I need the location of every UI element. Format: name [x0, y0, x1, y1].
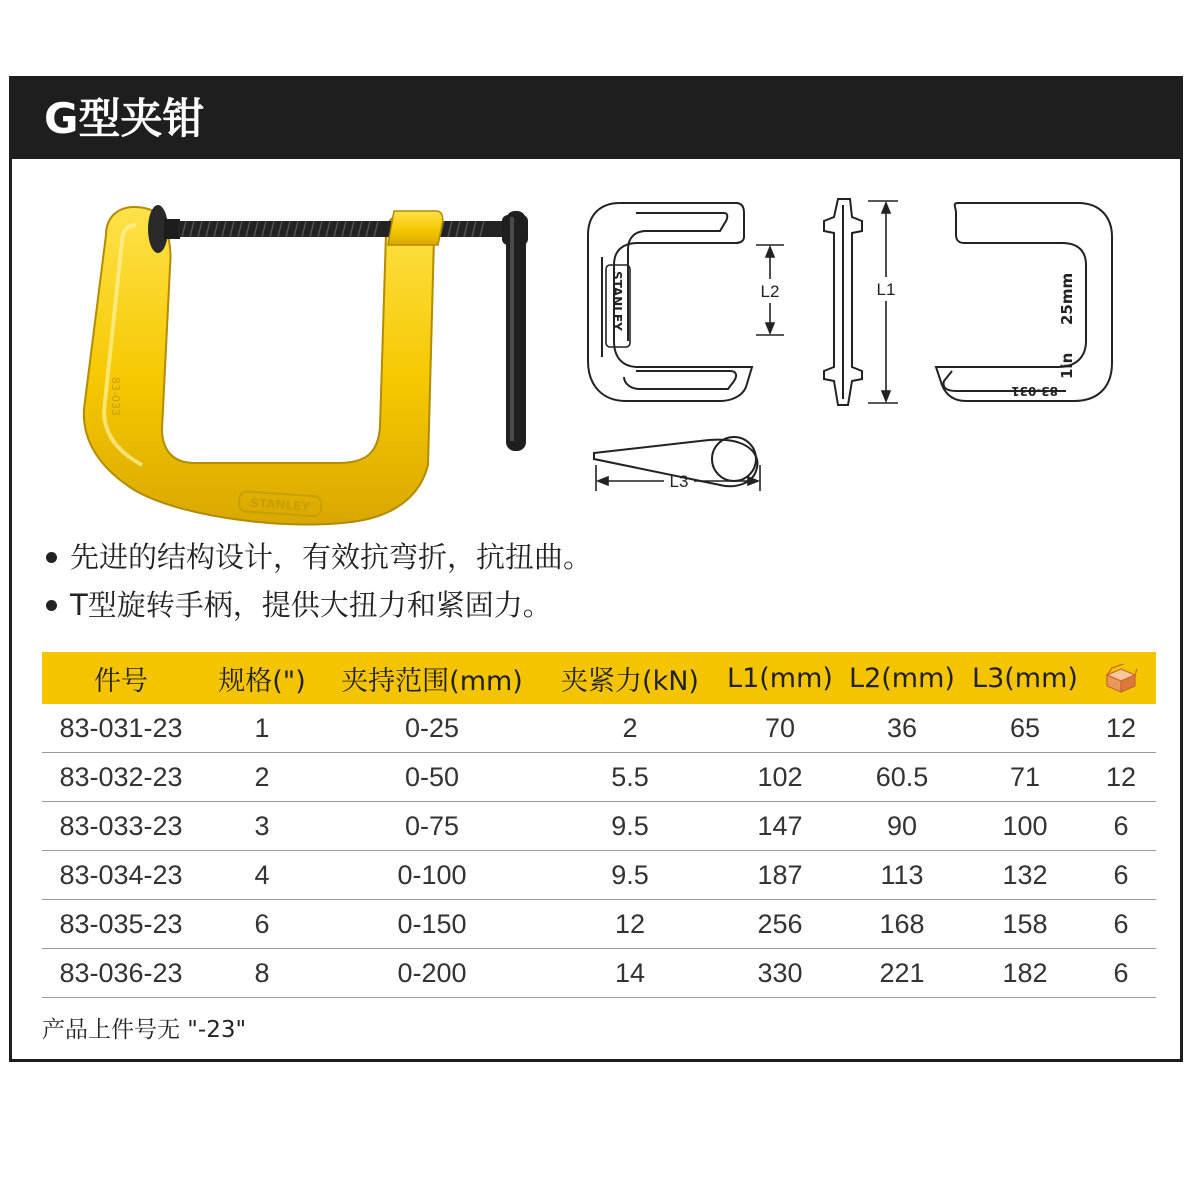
- table-row: [42, 704, 1156, 753]
- bullet-icon: [46, 552, 57, 563]
- header-l1: L1(mm): [720, 652, 840, 704]
- header-pack-qty: [1086, 652, 1156, 704]
- dimension-label-l3: L3: [669, 472, 689, 491]
- table-row: [42, 802, 1156, 851]
- bullet-icon: [46, 600, 57, 611]
- cell-pack-qty: 6: [1086, 802, 1156, 851]
- cell-l3: 132: [964, 851, 1086, 900]
- photo-size-mark: 83-033: [109, 377, 122, 416]
- cell-l2: 168: [840, 900, 964, 949]
- feature-list: [40, 533, 592, 629]
- cell-clamp-range: 0-50: [324, 753, 540, 802]
- drawing-brand-mark: STANLEY: [610, 271, 624, 331]
- carton-box-icon: [1104, 664, 1138, 694]
- cell-part-no: 83-034-23: [42, 851, 200, 900]
- header-size: 规格("): [200, 652, 324, 704]
- cell-l1: 256: [720, 900, 840, 949]
- product-card: [9, 76, 1183, 1062]
- cell-clamp-range: 0-150: [324, 900, 540, 949]
- cell-l1: 330: [720, 949, 840, 998]
- cell-l3: 65: [964, 704, 1086, 753]
- cell-size: 8: [200, 949, 324, 998]
- feature-text: 先进的结构设计，有效抗弯折，抗扭曲。: [70, 540, 593, 574]
- feature-item: [40, 581, 592, 629]
- cell-clamp-force: 2: [540, 704, 720, 753]
- header-clamp-range: 夹持范围(mm): [324, 652, 540, 704]
- feature-text: T型旋转手柄，提供大扭力和紧固力。: [70, 588, 552, 622]
- cell-part-no: 83-035-23: [42, 900, 200, 949]
- cell-l2: 60.5: [840, 753, 964, 802]
- cell-part-no: 83-033-23: [42, 802, 200, 851]
- dimension-label-l2: L2: [760, 282, 780, 301]
- cell-l1: 187: [720, 851, 840, 900]
- cell-clamp-force: 9.5: [540, 802, 720, 851]
- cell-clamp-range: 0-200: [324, 949, 540, 998]
- dimension-drawings: [580, 191, 1120, 519]
- cell-size: 1: [200, 704, 324, 753]
- header-clamp-force: 夹紧力(kN): [540, 652, 720, 704]
- header-l3: L3(mm): [964, 652, 1086, 704]
- cell-clamp-force: 14: [540, 949, 720, 998]
- cell-pack-qty: 6: [1086, 851, 1156, 900]
- page-title: G型夹钳: [44, 94, 205, 143]
- cell-clamp-range: 0-75: [324, 802, 540, 851]
- product-photo: [76, 201, 548, 557]
- cell-part-no: 83-032-23: [42, 753, 200, 802]
- cell-clamp-force: 5.5: [540, 753, 720, 802]
- cell-l3: 71: [964, 753, 1086, 802]
- table-row: [42, 851, 1156, 900]
- header-part-no: 件号: [42, 652, 200, 704]
- cell-l1: 102: [720, 753, 840, 802]
- cell-pack-qty: 12: [1086, 753, 1156, 802]
- header-l2: L2(mm): [840, 652, 964, 704]
- cell-size: 6: [200, 900, 324, 949]
- drawing-part-mark: 83-031: [1011, 384, 1058, 398]
- cell-clamp-range: 0-100: [324, 851, 540, 900]
- cell-l2: 113: [840, 851, 964, 900]
- feature-item: [40, 533, 592, 581]
- cell-l1: 70: [720, 704, 840, 753]
- dimension-label-l1: L1: [876, 280, 896, 299]
- cell-l3: 100: [964, 802, 1086, 851]
- photo-brand-mark: STANLEY: [249, 495, 311, 514]
- cell-l3: 158: [964, 900, 1086, 949]
- table-row: [42, 900, 1156, 949]
- cell-l2: 36: [840, 704, 964, 753]
- cell-l1: 147: [720, 802, 840, 851]
- cell-size: 4: [200, 851, 324, 900]
- drawing-size-mark-in: 1in: [1058, 352, 1076, 379]
- cell-l3: 182: [964, 949, 1086, 998]
- cell-l2: 90: [840, 802, 964, 851]
- header-bar: [12, 79, 1180, 159]
- footnote: 产品上件号无 "-23": [42, 1017, 247, 1043]
- cell-pack-qty: 6: [1086, 949, 1156, 998]
- cell-pack-qty: 6: [1086, 900, 1156, 949]
- cell-clamp-range: 0-25: [324, 704, 540, 753]
- cell-size: 2: [200, 753, 324, 802]
- cell-part-no: 83-031-23: [42, 704, 200, 753]
- cell-l2: 221: [840, 949, 964, 998]
- table-row: [42, 753, 1156, 802]
- drawing-size-mark-mm: 25mm: [1058, 272, 1076, 325]
- table-header-row: [42, 652, 1156, 704]
- spec-table: [42, 652, 1156, 998]
- cell-clamp-force: 9.5: [540, 851, 720, 900]
- table-row: [42, 949, 1156, 998]
- cell-size: 3: [200, 802, 324, 851]
- cell-clamp-force: 12: [540, 900, 720, 949]
- cell-part-no: 83-036-23: [42, 949, 200, 998]
- cell-pack-qty: 12: [1086, 704, 1156, 753]
